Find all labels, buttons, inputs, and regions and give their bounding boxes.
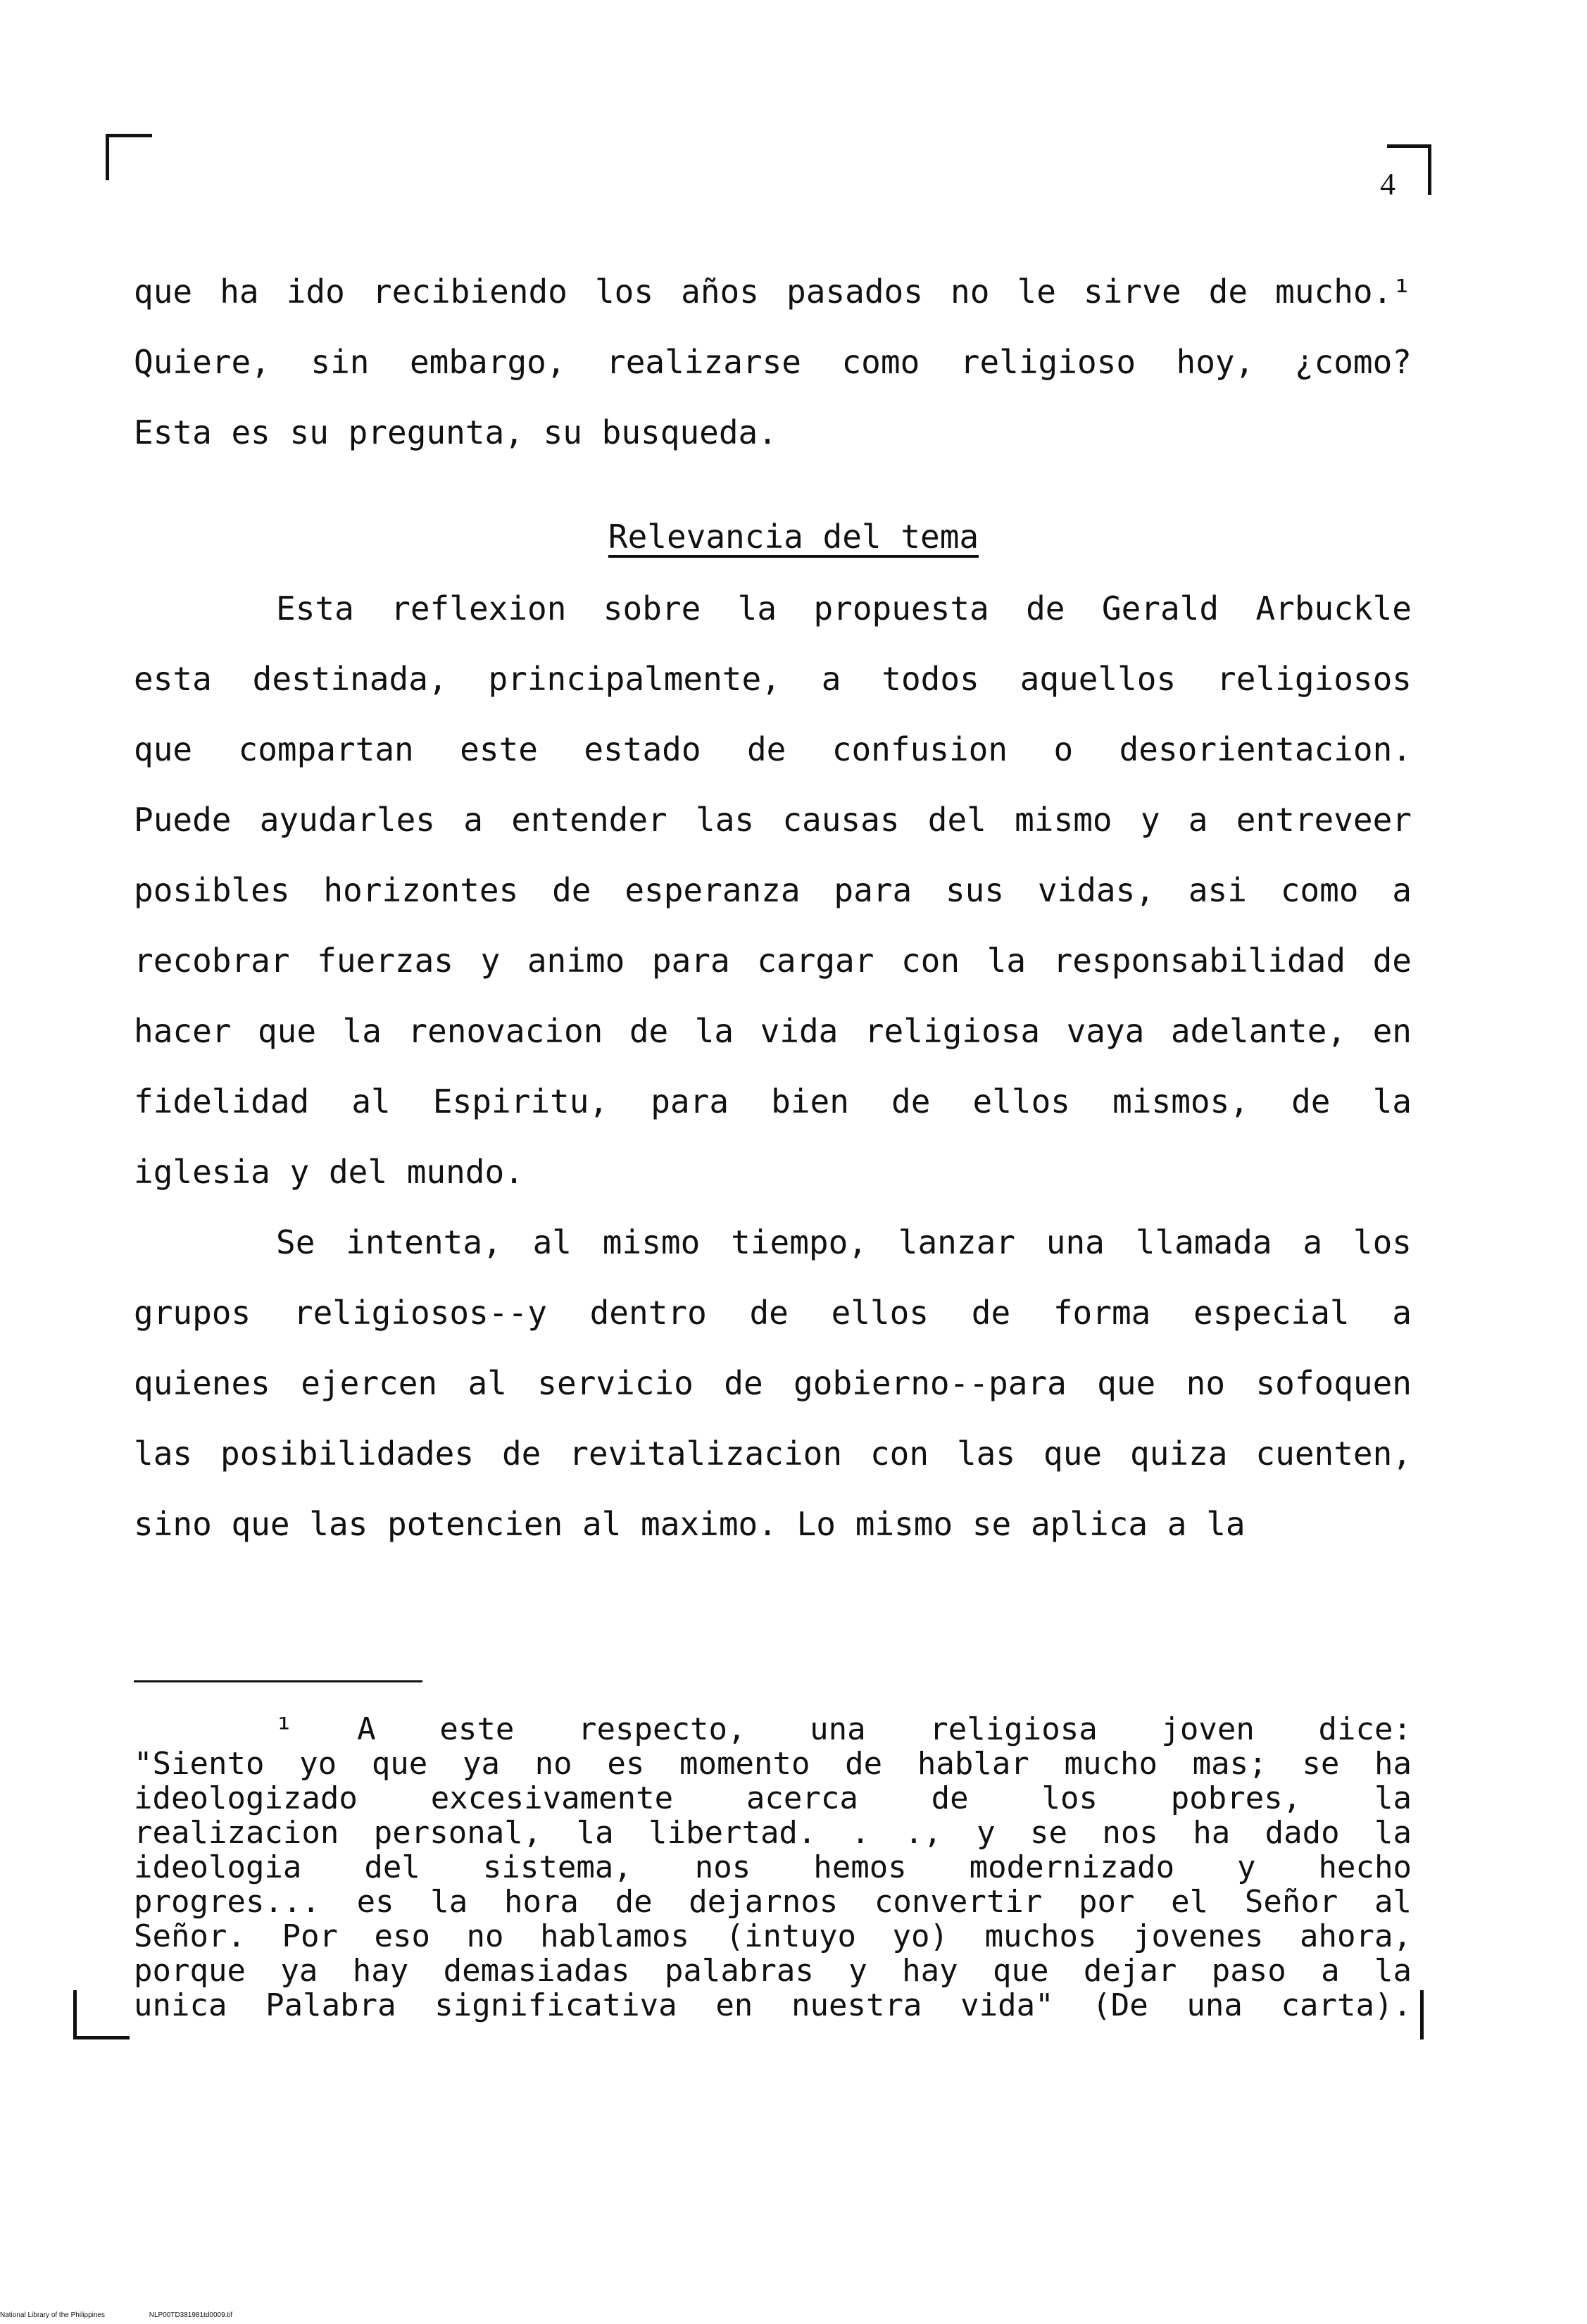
footnote-line: realizacion personal, la libertad. . ., y se nos ha dado la	[134, 1815, 1412, 1851]
footnote-line: "Siento yo que ya no es momento de hablar mucho mas; se ha	[134, 1746, 1412, 1782]
body-line: recobrar fuerzas y animo para cargar con la responsabilidad de	[134, 942, 1412, 980]
catalog-footer	[0, 2311, 275, 2320]
body-line: fidelidad al Espiritu, para bien de ellos mismos, de la	[134, 1082, 1412, 1120]
section-heading-text: Relevancia del tema	[608, 518, 979, 556]
body-line: Esta reflexion sobre la propuesta de Gerald Arbuckle	[276, 589, 1412, 627]
corner-mark-bottom-left-h	[73, 2036, 130, 2039]
body-line: Puede ayudarles a entender las causas del mismo y a entreveer	[134, 801, 1412, 839]
footnote-line: Señor. Por eso no hablamos (intuyo yo) muchos jovenes ahora,	[134, 1918, 1412, 1954]
body-line: grupos religiosos--y dentro de ellos de forma especial a	[134, 1294, 1412, 1332]
footnote-line: ideologizado excesivamente acerca de los pobres, la	[134, 1780, 1412, 1816]
body-line: posibles horizontes de esperanza para sus vidas, asi como a	[134, 871, 1412, 909]
corner-mark-bottom-left-v	[73, 1990, 77, 2039]
body-line: hacer que la renovacion de la vida religiosa vaya adelante, en	[134, 1012, 1412, 1050]
corner-mark-bottom-right-v	[1420, 1990, 1424, 2039]
body-line: Quiere, sin embargo, realizarse como religioso hoy, ¿como?	[134, 343, 1412, 381]
footnote-line: porque ya hay demasiadas palabras y hay que dejar paso a la	[134, 1953, 1412, 1989]
body-line: Esta es su pregunta, su busqueda.	[134, 413, 777, 451]
corner-mark-top-right-h	[1387, 144, 1431, 148]
corner-mark-top-left-v	[106, 134, 109, 180]
body-line: sino que las potencien al maximo. Lo mismo se aplica a la	[134, 1505, 1246, 1543]
library-name: National Library of the Philippines	[0, 2311, 105, 2319]
body-line: Se intenta, al mismo tiempo, lanzar una llamada a los	[276, 1223, 1412, 1261]
file-name: NLP00TD381981td0009.tif	[149, 2311, 233, 2319]
body-line: esta destinada, principalmente, a todos aquellos religiosos	[134, 660, 1412, 698]
section-heading	[0, 516, 1587, 558]
body-line: las posibilidades de revitalizacion con las que quiza cuenten,	[134, 1435, 1412, 1473]
footnote-line: ideologia del sistema, nos hemos modernizado y hecho	[134, 1849, 1412, 1885]
corner-mark-top-right-v	[1428, 144, 1431, 195]
body-line: iglesia y del mundo.	[134, 1153, 524, 1191]
body-line: que compartan este estado de confusion o desorientacion.	[134, 730, 1412, 768]
page-number: 4	[1380, 167, 1395, 201]
body-line: que ha ido recibiendo los años pasados no le sirve de mucho.¹	[134, 273, 1412, 311]
footnote-line: unica Palabra significativa en nuestra vida" (De una carta).	[134, 1987, 1412, 2023]
footnote-line: ¹ A este respecto, una religiosa joven dice:	[275, 1711, 1412, 1747]
footnote-divider	[134, 1680, 422, 1682]
body-line: quienes ejercen al servicio de gobierno--para que no sofoquen	[134, 1364, 1412, 1402]
footnote-line: progres... es la hora de dejarnos convertir por el Señor al	[134, 1884, 1412, 1920]
corner-mark-top-left-h	[106, 134, 152, 137]
